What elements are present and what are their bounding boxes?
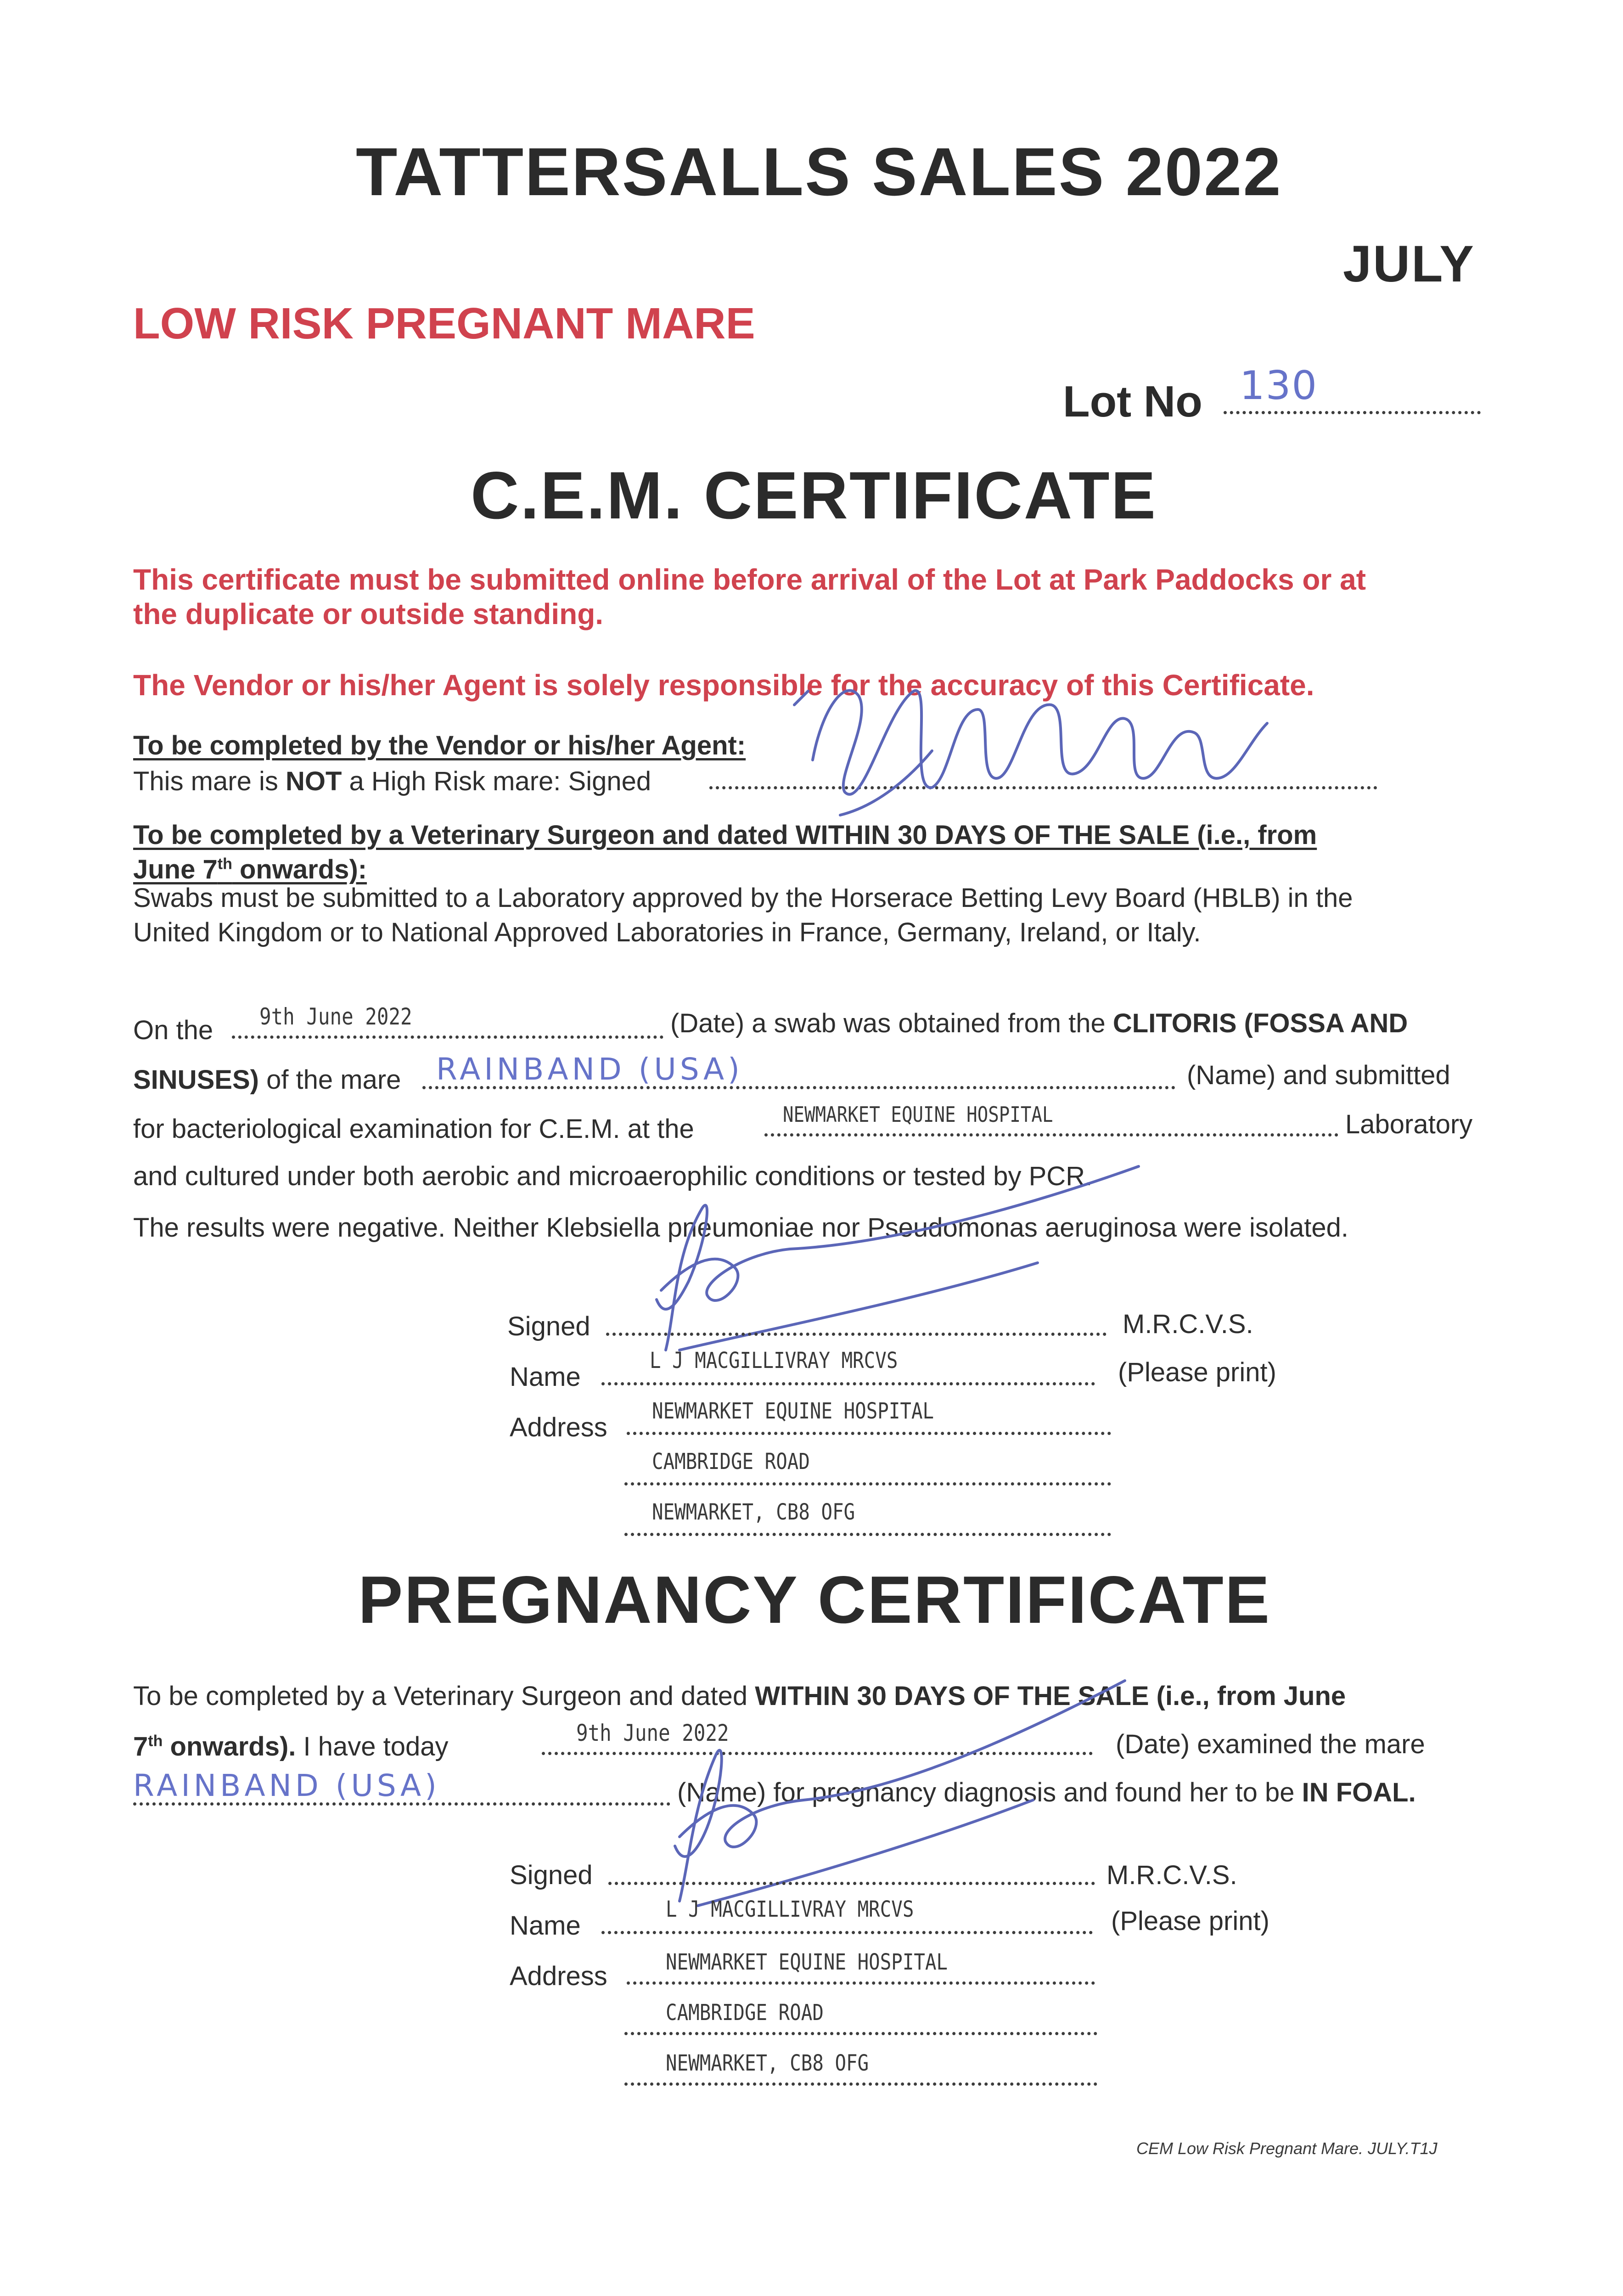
pregnancy-signed-line: [608, 1882, 1095, 1885]
culture-statement: and cultured under both aerobic and microaerophilic conditions or tested by PCR.: [133, 1161, 1093, 1191]
pregnancy-address-line-1: NEWMARKET EQUINE HOSPITAL: [666, 1949, 948, 1975]
pregnancy-date-suffix: (Date) examined the mare: [1116, 1729, 1425, 1759]
cem-signed-line: [606, 1333, 1106, 1336]
pregnancy-please-print: (Please print): [1111, 1906, 1269, 1936]
cem-name-label: Name: [510, 1362, 581, 1392]
pregnancy-mare-name-value: RAINBAND (USA): [133, 1768, 440, 1803]
pregnancy-date-value: 9th June 2022: [576, 1720, 729, 1746]
pregnancy-title: PREGNANCY CERTIFICATE: [358, 1562, 1271, 1637]
cem-name-line: [601, 1382, 1095, 1385]
document-title: TATTERSALLS SALES 2022: [356, 134, 1282, 210]
pregnancy-address-line-2: CAMBRIDGE ROAD: [666, 2000, 824, 2026]
pregnancy-line-3: (Name) for pregnancy diagnosis and found her to be IN FOAL.: [677, 1778, 1416, 1807]
vendor-declaration: This mare is NOT a High Risk mare: Signed: [133, 766, 651, 796]
pregnancy-address-line-2-rule: [624, 2032, 1097, 2035]
pregnancy-address-label: Address: [510, 1961, 607, 1991]
cem-mrcvs-label: M.R.C.V.S.: [1123, 1309, 1253, 1339]
swab-date-line: [232, 1035, 663, 1039]
pregnancy-address-line-3: NEWMARKET, CB8 OFG: [666, 2050, 869, 2076]
lot-number-line: [1224, 411, 1481, 414]
sale-month: JULY: [1343, 235, 1476, 293]
pregnancy-vet-signature: [620, 1671, 1148, 1910]
cem-please-print: (Please print): [1118, 1357, 1276, 1387]
cem-address-label: Address: [510, 1412, 607, 1442]
on-the-label: On the: [133, 1015, 213, 1045]
pregnancy-line-2: 7th onwards). I have today: [133, 1732, 449, 1761]
cem-responsibility-notice: The Vendor or his/her Agent is solely responsible for the accuracy of this Certificate.: [133, 669, 1314, 702]
cem-address-line-3: NEWMARKET, CB8 OFG: [652, 1499, 855, 1525]
swab-date-value: 9th June 2022: [259, 1003, 412, 1030]
pregnancy-name-line: [601, 1931, 1093, 1934]
lot-number-label: Lot No: [1063, 377, 1202, 426]
results-statement: The results were negative. Neither Klebsiella pneumoniae nor Pseudomonas aeruginosa were isolated.: [133, 1213, 1348, 1243]
vendor-signature: [794, 641, 1299, 833]
swab-requirement-line-2: United Kingdom or to National Approved Laboratories in France, Germany, Ireland, or Italy.: [133, 917, 1201, 947]
sinuses-label: SINUSES) of the mare: [133, 1065, 401, 1095]
mare-category: LOW RISK PREGNANT MARE: [133, 299, 755, 348]
cem-title: C.E.M. CERTIFICATE: [471, 458, 1157, 533]
laboratory-line: [764, 1133, 1338, 1137]
vet-section-heading-line-1: To be completed by a Veterinary Surgeon and dated WITHIN 30 DAYS OF THE SALE (i.e., from: [133, 820, 1317, 850]
pregnancy-address-line-3-rule: [624, 2082, 1097, 2086]
swab-requirement-line-1: Swabs must be submitted to a Laboratory approved by the Horserace Betting Levy Board (HBLB) in the: [133, 883, 1353, 913]
pregnancy-mrcvs-label: M.R.C.V.S.: [1106, 1860, 1237, 1890]
cem-address-line-1: NEWMARKET EQUINE HOSPITAL: [652, 1398, 934, 1424]
cem-vet-signature: [597, 1148, 1194, 1364]
cem-notice-line-1: This certificate must be submitted online before arrival of the Lot at Park Paddocks or at: [133, 563, 1366, 596]
cem-address-line-2-rule: [624, 1482, 1111, 1486]
pregnancy-line-1: To be completed by a Veterinary Surgeon and dated WITHIN 30 DAYS OF THE SALE (i.e., from June: [133, 1681, 1346, 1711]
lot-number-value: 130: [1240, 363, 1318, 409]
pregnancy-vet-name-value: L J MACGILLIVRAY MRCVS: [666, 1896, 914, 1922]
cem-mare-name-value: RAINBAND (USA): [436, 1052, 743, 1087]
bacteriological-label: for bacteriological examination for C.E.M. at the: [133, 1114, 694, 1144]
cem-notice-line-2: the duplicate or outside standing.: [133, 597, 604, 630]
swab-date-suffix: (Date) a swab was obtained from the CLITORIS (FOSSA AND: [670, 1008, 1408, 1038]
pregnancy-signed-label: Signed: [510, 1860, 593, 1890]
cem-signed-label: Signed: [507, 1311, 590, 1341]
footer-form-code: CEM Low Risk Pregnant Mare. JULY.T1J: [1136, 2139, 1438, 2158]
laboratory-label: Laboratory: [1345, 1109, 1473, 1139]
cem-vet-name-value: L J MACGILLIVRAY MRCVS: [650, 1348, 898, 1373]
pregnancy-name-label: Name: [510, 1911, 581, 1941]
cem-address-line-2: CAMBRIDGE ROAD: [652, 1449, 810, 1474]
laboratory-value: NEWMARKET EQUINE HOSPITAL: [783, 1102, 1053, 1127]
pregnancy-address-line-1-rule: [627, 1981, 1095, 1985]
vet-section-heading-line-2: June 7th onwards):: [133, 855, 367, 884]
name-and-submitted-label: (Name) and submitted: [1187, 1060, 1450, 1090]
cem-address-line-3-rule: [624, 1533, 1111, 1536]
vendor-section-heading: To be completed by the Vendor or his/her Agent:: [133, 731, 746, 760]
cem-address-line-1-rule: [627, 1432, 1111, 1435]
